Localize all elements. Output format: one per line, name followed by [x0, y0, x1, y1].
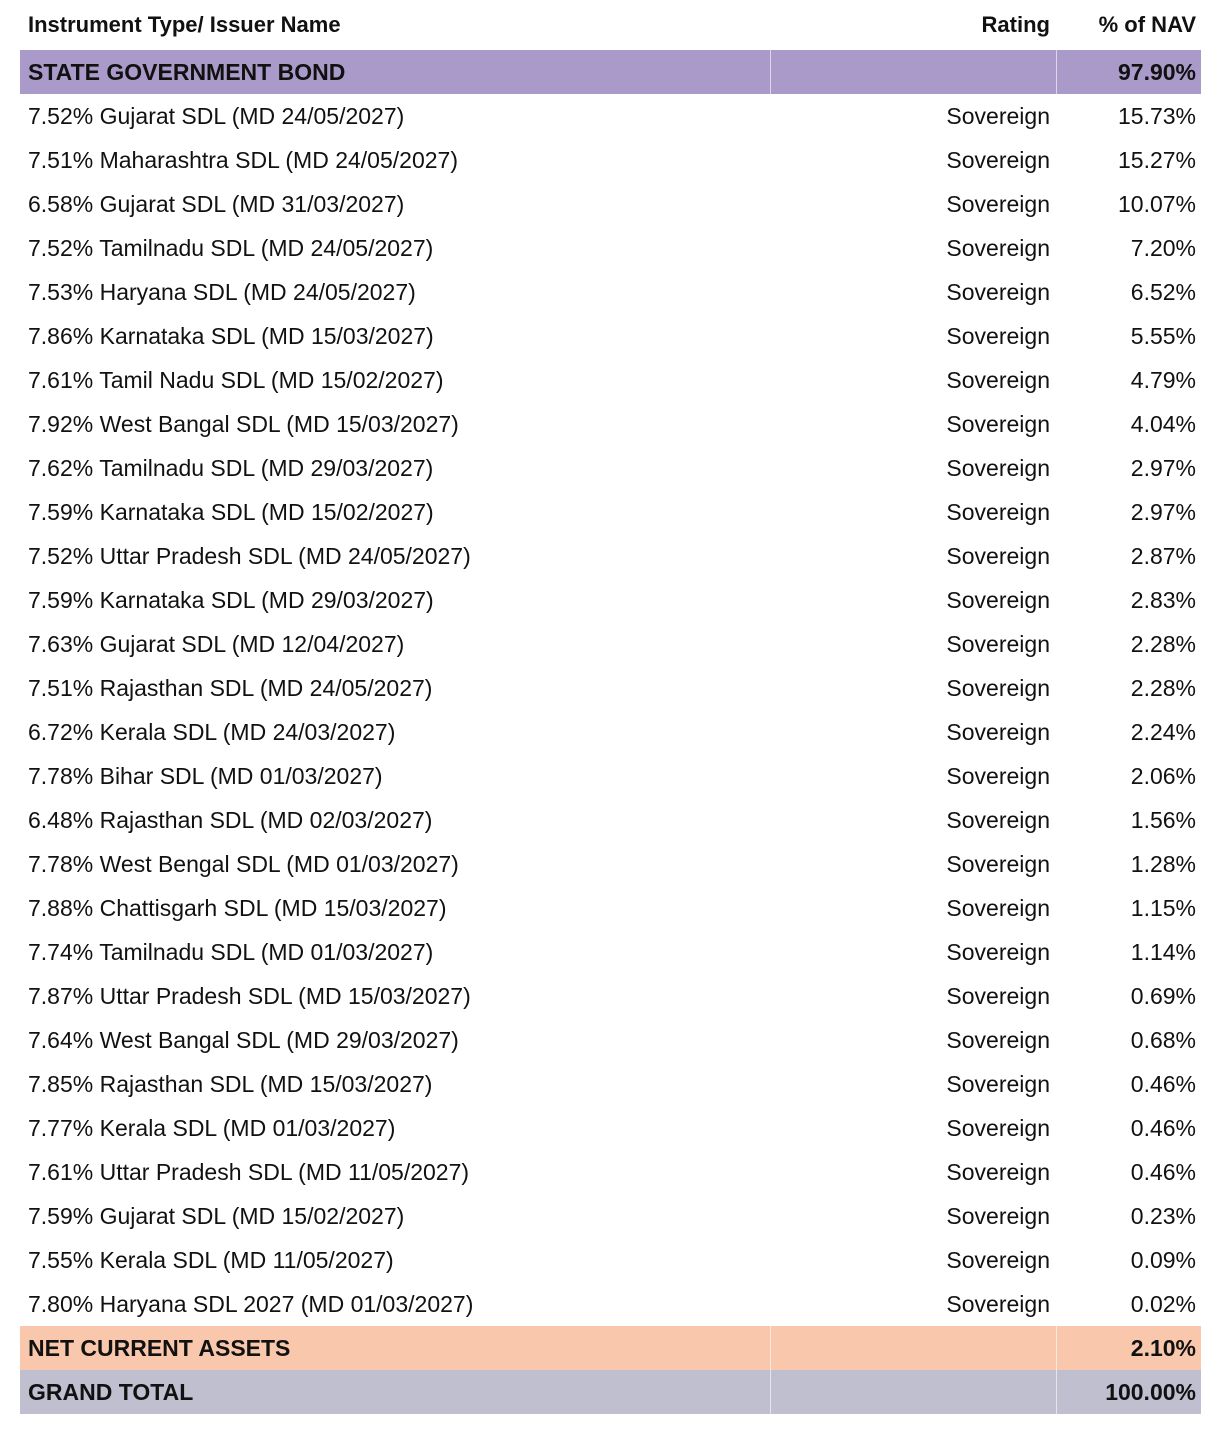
table-row [20, 182, 1201, 226]
holding-name: 7.51% Maharashtra SDL (MD 24/05/2027) [28, 146, 458, 173]
holding-name: 7.61% Uttar Pradesh SDL (MD 11/05/2027) [28, 1158, 470, 1185]
holding-rating: Sovereign [946, 190, 1050, 217]
section-name: STATE GOVERNMENT BOND [28, 58, 346, 85]
holding-name: 7.78% West Bengal SDL (MD 01/03/2027) [28, 850, 459, 877]
table-row [20, 94, 1201, 138]
holding-name: 7.55% Kerala SDL (MD 11/05/2027) [28, 1246, 394, 1273]
holding-name: 7.53% Haryana SDL (MD 24/05/2027) [28, 278, 416, 305]
table-row [20, 1150, 1201, 1194]
holding-rating: Sovereign [946, 102, 1050, 129]
holding-nav: 0.02% [1130, 1290, 1196, 1317]
table-row [20, 798, 1201, 842]
table-row [20, 534, 1201, 578]
holding-nav: 1.56% [1130, 806, 1196, 833]
table-row [20, 886, 1201, 930]
holding-name: 7.52% Tamilnadu SDL (MD 24/05/2027) [28, 234, 434, 261]
table-row [20, 930, 1201, 974]
holding-nav: 7.20% [1130, 234, 1196, 261]
table-row [20, 578, 1201, 622]
holding-nav: 0.46% [1130, 1114, 1196, 1141]
table-row [20, 842, 1201, 886]
holding-nav: 0.23% [1130, 1202, 1196, 1229]
table-row [20, 1282, 1201, 1326]
holding-name: 7.80% Haryana SDL 2027 (MD 01/03/2027) [28, 1290, 474, 1317]
holding-name: 7.62% Tamilnadu SDL (MD 29/03/2027) [28, 454, 434, 481]
holding-rating: Sovereign [946, 498, 1050, 525]
holding-rating: Sovereign [946, 894, 1050, 921]
table-row [20, 226, 1201, 270]
table-row [20, 666, 1201, 710]
header-instrument: Instrument Type/ Issuer Name [28, 12, 341, 37]
holding-name: 7.61% Tamil Nadu SDL (MD 15/02/2027) [28, 366, 444, 393]
holding-name: 7.85% Rajasthan SDL (MD 15/03/2027) [28, 1070, 433, 1097]
holding-rating: Sovereign [946, 146, 1050, 173]
table-row [20, 754, 1201, 798]
holding-nav: 2.28% [1130, 674, 1196, 701]
holding-name: 7.88% Chattisgarh SDL (MD 15/03/2027) [28, 894, 447, 921]
holding-rating: Sovereign [946, 1246, 1050, 1273]
holding-rating: Sovereign [946, 850, 1050, 877]
holding-name: 7.74% Tamilnadu SDL (MD 01/03/2027) [28, 938, 434, 965]
table-row [20, 1018, 1201, 1062]
holding-rating: Sovereign [946, 762, 1050, 789]
portfolio-table [20, 0, 1201, 1414]
holding-nav: 5.55% [1130, 322, 1196, 349]
holding-nav: 0.68% [1130, 1026, 1196, 1053]
table-row [20, 1062, 1201, 1106]
holding-rating: Sovereign [946, 586, 1050, 613]
holding-nav: 2.87% [1130, 542, 1196, 569]
holding-name: 7.59% Karnataka SDL (MD 15/02/2027) [28, 498, 434, 525]
holding-rating: Sovereign [946, 366, 1050, 393]
nca-rating [770, 1326, 1057, 1370]
holding-name: 7.51% Rajasthan SDL (MD 24/05/2027) [28, 674, 433, 701]
holding-nav: 1.28% [1130, 850, 1196, 877]
holding-nav: 1.14% [1130, 938, 1196, 965]
table-row [20, 270, 1201, 314]
nca-name: NET CURRENT ASSETS [28, 1334, 291, 1361]
holding-rating: Sovereign [946, 278, 1050, 305]
holding-nav: 2.97% [1130, 454, 1196, 481]
table-row [20, 446, 1201, 490]
holding-nav: 15.73% [1117, 102, 1196, 129]
holding-rating: Sovereign [946, 454, 1050, 481]
section-row-state-government-bond [20, 50, 1201, 94]
header-nav: % of NAV [1098, 12, 1196, 37]
holding-rating: Sovereign [946, 1114, 1050, 1141]
holding-name: 7.86% Karnataka SDL (MD 15/03/2027) [28, 322, 434, 349]
table-row [20, 1238, 1201, 1282]
grand-total-row [20, 1370, 1201, 1414]
table-row [20, 358, 1201, 402]
holding-nav: 0.09% [1130, 1246, 1196, 1273]
total-name: GRAND TOTAL [28, 1378, 194, 1405]
table-row [20, 138, 1201, 182]
holding-name: 7.78% Bihar SDL (MD 01/03/2027) [28, 762, 383, 789]
holding-name: 6.48% Rajasthan SDL (MD 02/03/2027) [28, 806, 433, 833]
holding-rating: Sovereign [946, 982, 1050, 1009]
holding-name: 7.52% Gujarat SDL (MD 24/05/2027) [28, 102, 405, 129]
holding-rating: Sovereign [946, 234, 1050, 261]
nca-nav: 2.10% [1130, 1334, 1196, 1361]
holding-name: 6.58% Gujarat SDL (MD 31/03/2027) [28, 190, 405, 217]
holding-name: 6.72% Kerala SDL (MD 24/03/2027) [28, 718, 396, 745]
table-row [20, 710, 1201, 754]
holding-name: 7.59% Gujarat SDL (MD 15/02/2027) [28, 1202, 405, 1229]
holding-rating: Sovereign [946, 542, 1050, 569]
table-row [20, 1194, 1201, 1238]
holding-rating: Sovereign [946, 630, 1050, 657]
holding-nav: 10.07% [1117, 190, 1196, 217]
header-rating: Rating [981, 12, 1050, 37]
holding-rating: Sovereign [946, 674, 1050, 701]
holding-rating: Sovereign [946, 1070, 1050, 1097]
holding-nav: 2.83% [1130, 586, 1196, 613]
holding-nav: 0.46% [1130, 1158, 1196, 1185]
holding-nav: 2.06% [1130, 762, 1196, 789]
table-header [20, 0, 1201, 50]
section-rating [770, 50, 1057, 94]
holding-name: 7.92% West Bangal SDL (MD 15/03/2027) [28, 410, 459, 437]
holding-nav: 2.24% [1130, 718, 1196, 745]
total-nav: 100.00% [1105, 1378, 1196, 1405]
holding-nav: 1.15% [1130, 894, 1196, 921]
holding-rating: Sovereign [946, 410, 1050, 437]
holding-nav: 2.97% [1130, 498, 1196, 525]
table-row [20, 1106, 1201, 1150]
holding-rating: Sovereign [946, 322, 1050, 349]
holding-nav: 15.27% [1117, 146, 1196, 173]
table-row [20, 974, 1201, 1018]
holding-name: 7.59% Karnataka SDL (MD 29/03/2027) [28, 586, 434, 613]
holding-rating: Sovereign [946, 806, 1050, 833]
holding-rating: Sovereign [946, 1026, 1050, 1053]
holding-rating: Sovereign [946, 1290, 1050, 1317]
table-row [20, 402, 1201, 446]
table-row [20, 314, 1201, 358]
holding-nav: 2.28% [1130, 630, 1196, 657]
table-row [20, 490, 1201, 534]
holding-rating: Sovereign [946, 938, 1050, 965]
holding-rating: Sovereign [946, 1202, 1050, 1229]
net-current-assets-row [20, 1326, 1201, 1370]
holding-nav: 0.46% [1130, 1070, 1196, 1097]
section-nav: 97.90% [1117, 58, 1196, 85]
holding-nav: 6.52% [1130, 278, 1196, 305]
holding-name: 7.87% Uttar Pradesh SDL (MD 15/03/2027) [28, 982, 471, 1009]
holding-name: 7.64% West Bangal SDL (MD 29/03/2027) [28, 1026, 459, 1053]
holding-nav: 4.04% [1130, 410, 1196, 437]
holding-nav: 4.79% [1130, 366, 1196, 393]
holding-name: 7.52% Uttar Pradesh SDL (MD 24/05/2027) [28, 542, 471, 569]
holding-nav: 0.69% [1130, 982, 1196, 1009]
holding-name: 7.77% Kerala SDL (MD 01/03/2027) [28, 1114, 396, 1141]
holding-name: 7.63% Gujarat SDL (MD 12/04/2027) [28, 630, 405, 657]
table-row [20, 622, 1201, 666]
holding-rating: Sovereign [946, 1158, 1050, 1185]
holdings-list [20, 94, 1201, 1326]
total-rating [770, 1370, 1057, 1414]
holding-rating: Sovereign [946, 718, 1050, 745]
